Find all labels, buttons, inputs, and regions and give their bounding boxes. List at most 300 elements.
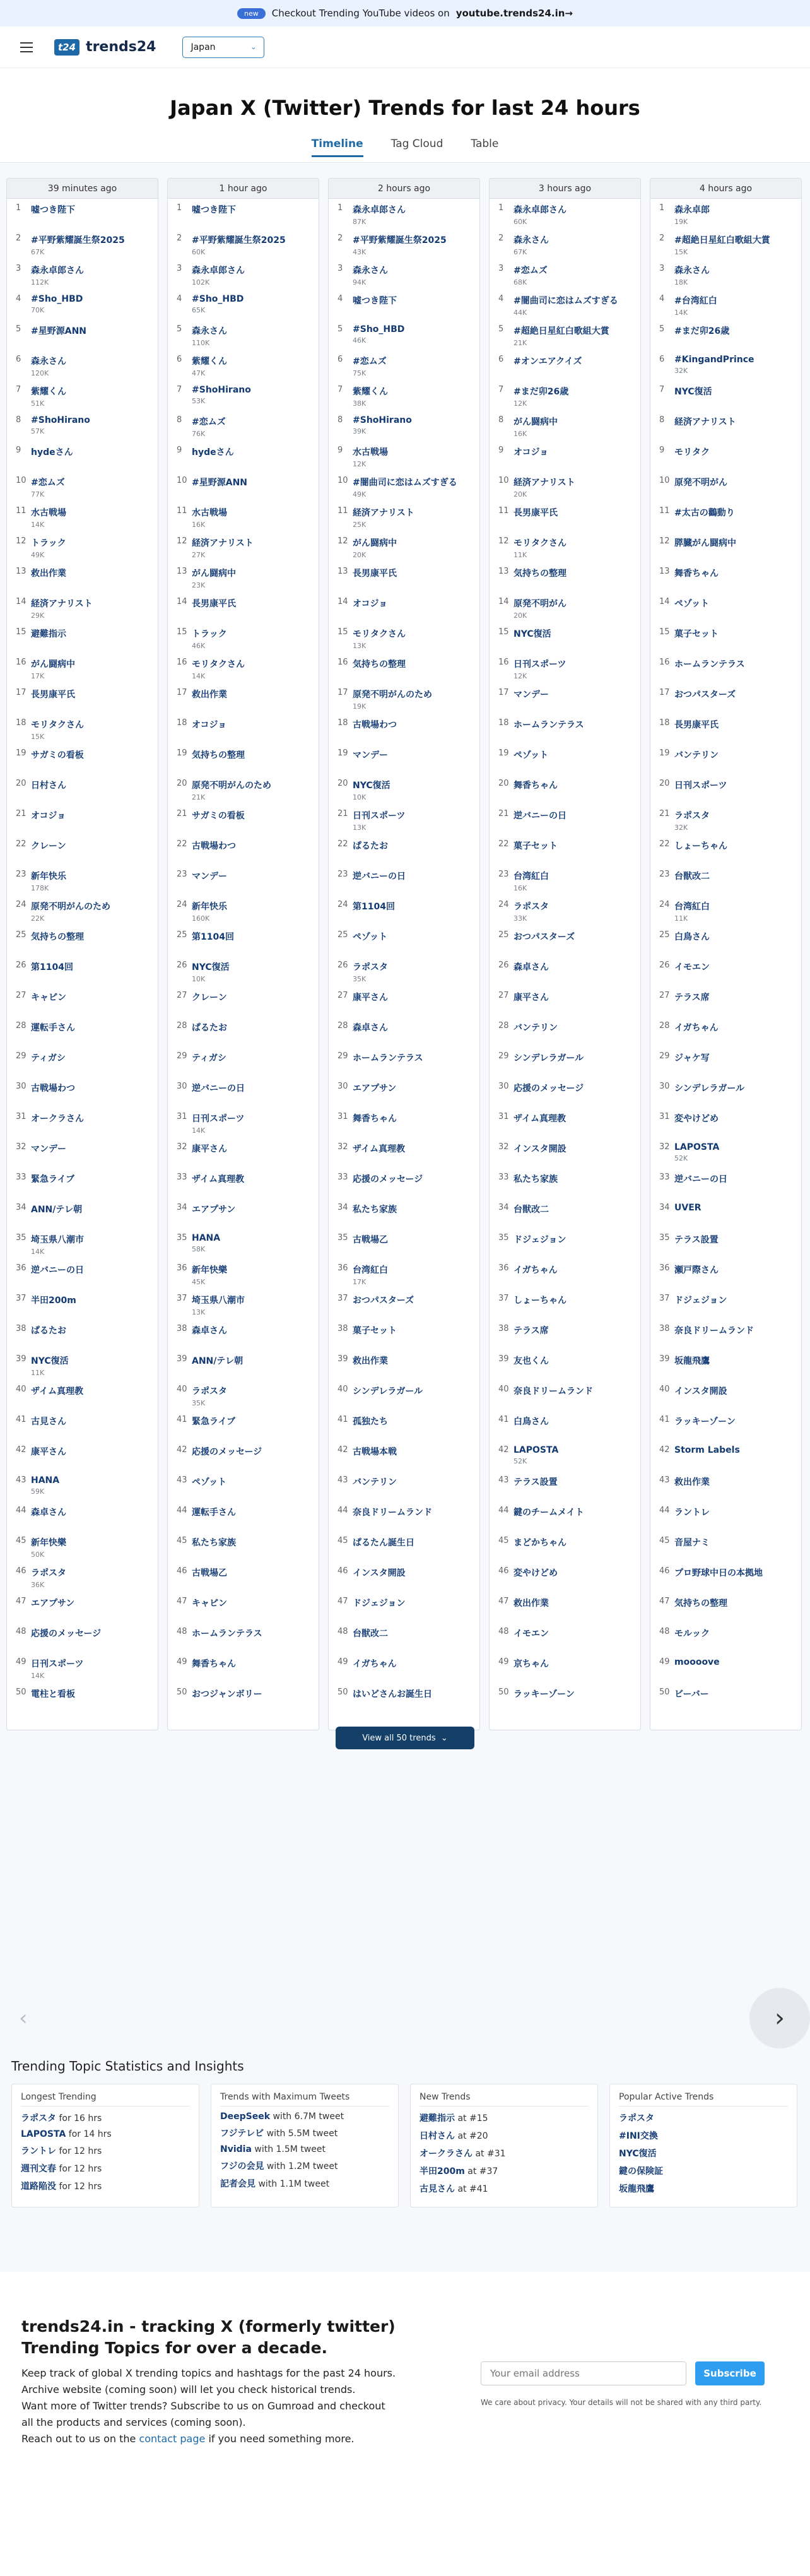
- trend-item[interactable]: [7, 1320, 158, 1350]
- trend-item[interactable]: [329, 471, 479, 502]
- trend-item[interactable]: [329, 199, 479, 229]
- trend-item[interactable]: [329, 1138, 479, 1168]
- trend-link[interactable]: 嘘つき陛下: [192, 205, 236, 215]
- trend-link[interactable]: 経済アナリスト: [674, 417, 736, 427]
- trend-item[interactable]: [650, 290, 801, 320]
- trend-item[interactable]: [7, 1501, 158, 1532]
- trend-item[interactable]: [490, 774, 640, 805]
- trend-link[interactable]: hydeさん: [31, 447, 73, 458]
- trend-link[interactable]: テラス設置: [674, 1235, 719, 1245]
- trend-item[interactable]: [7, 805, 158, 835]
- trend-link[interactable]: 電柱と看板: [31, 1689, 75, 1699]
- trend-link[interactable]: クレーン: [192, 993, 227, 1003]
- trend-link[interactable]: 古戦場わつ: [31, 1084, 75, 1094]
- trend-link[interactable]: 音屋ナミ: [674, 1538, 710, 1548]
- tab-tag-cloud[interactable]: Tag Cloud: [390, 138, 443, 150]
- trend-link[interactable]: 水古戦場: [353, 447, 388, 458]
- trend-item[interactable]: [168, 653, 319, 683]
- trend-item[interactable]: [168, 1198, 319, 1229]
- trend-link[interactable]: ティガシ: [192, 1053, 226, 1063]
- trend-item[interactable]: [650, 1562, 801, 1592]
- stats-trend-link[interactable]: 週刊文春: [21, 2164, 56, 2174]
- logo-text[interactable]: trends24: [86, 39, 156, 55]
- trend-item[interactable]: [168, 1532, 319, 1562]
- trend-item[interactable]: [7, 1380, 158, 1410]
- trend-link[interactable]: モリタク: [674, 447, 710, 458]
- trend-link[interactable]: #超絶日星紅白歌組大賞: [514, 326, 609, 336]
- trend-item[interactable]: [7, 471, 158, 502]
- trend-item[interactable]: [168, 926, 319, 956]
- trend-item[interactable]: [168, 1229, 319, 1259]
- trend-item[interactable]: [7, 532, 158, 562]
- trend-link[interactable]: 白鳥さん: [674, 932, 710, 942]
- trend-link[interactable]: 水古戦場: [192, 508, 227, 518]
- trend-item[interactable]: [329, 623, 479, 653]
- trend-link[interactable]: 埼玉県八潮市: [31, 1235, 84, 1245]
- trend-link[interactable]: ザイム真理教: [353, 1144, 406, 1154]
- banner-link[interactable]: youtube.trends24.in→: [455, 8, 573, 19]
- trend-item[interactable]: [490, 805, 640, 835]
- trend-item[interactable]: [168, 441, 319, 471]
- trend-item[interactable]: [168, 562, 319, 593]
- trend-item[interactable]: [7, 1138, 158, 1168]
- trend-item[interactable]: [329, 593, 479, 623]
- trend-link[interactable]: 原発不明がんのため: [192, 781, 271, 791]
- stats-trend-link[interactable]: オークラさん: [420, 2149, 472, 2159]
- trend-link[interactable]: 経済アナリスト: [353, 508, 414, 518]
- trend-link[interactable]: HANA: [192, 1233, 221, 1243]
- trend-item[interactable]: [329, 714, 479, 744]
- trend-item[interactable]: [7, 956, 158, 986]
- trend-link[interactable]: 新年快樂: [31, 1538, 66, 1548]
- menu-icon[interactable]: [20, 42, 33, 52]
- trend-link[interactable]: ペゾット: [674, 599, 710, 609]
- trend-item[interactable]: [168, 865, 319, 895]
- trend-link[interactable]: ジャケ写: [674, 1053, 710, 1063]
- trend-link[interactable]: プロ野球中日の本拠地: [674, 1568, 763, 1578]
- trend-item[interactable]: [168, 532, 319, 562]
- trend-link[interactable]: NYC復活: [353, 781, 390, 791]
- trend-link[interactable]: 森卓さん: [353, 1023, 388, 1033]
- trend-link[interactable]: インスタ開設: [514, 1144, 566, 1154]
- stats-trend-link[interactable]: 坂龍飛鷹: [619, 2184, 654, 2194]
- trend-item[interactable]: [490, 471, 640, 502]
- trend-link[interactable]: 康平さん: [353, 993, 388, 1003]
- trend-item[interactable]: [490, 895, 640, 926]
- trend-link[interactable]: #Sho_HBD: [353, 324, 405, 334]
- trend-item[interactable]: [7, 411, 158, 441]
- trend-link[interactable]: 古戦場乙: [353, 1235, 388, 1245]
- trend-item[interactable]: [329, 1289, 479, 1320]
- trend-item[interactable]: [168, 1108, 319, 1138]
- trend-link[interactable]: 嘘つき陛下: [31, 205, 75, 215]
- trend-link[interactable]: キャピン: [192, 1598, 227, 1609]
- trend-link[interactable]: 逆バニーの日: [192, 1084, 245, 1094]
- trend-link[interactable]: 埼玉県八潮市: [192, 1296, 245, 1306]
- trend-link[interactable]: ぱるたん誕生日: [353, 1538, 414, 1548]
- stats-trend-link[interactable]: LAPOSTA: [21, 2129, 66, 2139]
- trend-link[interactable]: ぱるたお: [31, 1326, 66, 1336]
- trend-link[interactable]: ペゾット: [514, 750, 549, 760]
- trend-item[interactable]: [650, 956, 801, 986]
- trend-link[interactable]: 日刊スポーツ: [31, 1659, 84, 1669]
- trend-item[interactable]: [7, 865, 158, 895]
- trend-link[interactable]: 逆バニーの日: [674, 1174, 727, 1185]
- email-input[interactable]: [481, 2361, 686, 2385]
- trend-link[interactable]: バンテリン: [674, 750, 719, 760]
- trend-link[interactable]: #まだ卯26歳: [674, 326, 730, 336]
- trend-item[interactable]: [650, 653, 801, 683]
- trend-item[interactable]: [7, 1047, 158, 1077]
- trend-item[interactable]: [650, 1017, 801, 1047]
- trend-item[interactable]: [168, 290, 319, 320]
- trend-item[interactable]: [168, 320, 319, 350]
- trend-link[interactable]: 経済アナリスト: [192, 538, 254, 548]
- trend-item[interactable]: [7, 199, 158, 229]
- trend-item[interactable]: [329, 532, 479, 562]
- trend-link[interactable]: 森卓さん: [192, 1326, 227, 1336]
- trend-link[interactable]: シンデレラガール: [353, 1386, 423, 1397]
- trend-item[interactable]: [329, 1532, 479, 1562]
- trend-link[interactable]: 奈良ドリームランド: [674, 1326, 754, 1336]
- trend-item[interactable]: [650, 1471, 801, 1501]
- trend-item[interactable]: [490, 1350, 640, 1380]
- trend-item[interactable]: [329, 683, 479, 714]
- trend-link[interactable]: 逆バニーの日: [31, 1265, 84, 1275]
- trend-item[interactable]: [490, 1198, 640, 1229]
- trend-link[interactable]: 古戦場わつ: [192, 841, 236, 851]
- trend-link[interactable]: サガミの看板: [31, 750, 84, 760]
- trend-link[interactable]: モルック: [674, 1629, 710, 1639]
- trend-item[interactable]: [168, 1683, 319, 1713]
- trend-link[interactable]: 原発不明がんのため: [353, 690, 432, 700]
- trend-item[interactable]: [490, 1320, 640, 1350]
- stats-trend-link[interactable]: ラポスタ: [619, 2113, 654, 2124]
- trend-item[interactable]: [490, 1471, 640, 1501]
- trend-link[interactable]: ドジェジョン: [514, 1235, 566, 1245]
- trend-item[interactable]: [168, 1259, 319, 1289]
- trend-link[interactable]: インスタ開設: [674, 1386, 727, 1397]
- trend-link[interactable]: ラポスタ: [353, 962, 388, 972]
- trend-link[interactable]: ホームランテラス: [514, 720, 584, 730]
- trend-link[interactable]: ザイム真理教: [514, 1114, 566, 1124]
- trend-item[interactable]: [650, 1198, 801, 1229]
- trend-link[interactable]: #闇曲司に恋はムズすぎる: [353, 478, 457, 488]
- trend-link[interactable]: #まだ卯26歳: [514, 387, 569, 397]
- trend-item[interactable]: [168, 1077, 319, 1108]
- trend-link[interactable]: 膵臓がん闘病中: [674, 538, 736, 548]
- trend-item[interactable]: [168, 956, 319, 986]
- trend-item[interactable]: [329, 774, 479, 805]
- stats-trend-link[interactable]: ラポスタ: [21, 2113, 56, 2124]
- trend-link[interactable]: #星野源ANN: [192, 478, 247, 488]
- trend-item[interactable]: [7, 895, 158, 926]
- trend-item[interactable]: [650, 350, 801, 381]
- trend-link[interactable]: LAPOSTA: [514, 1445, 559, 1455]
- trend-link[interactable]: 紫耀くん: [31, 387, 66, 397]
- trend-item[interactable]: [329, 744, 479, 774]
- trend-link[interactable]: テラス設置: [514, 1477, 558, 1487]
- trend-item[interactable]: [329, 1108, 479, 1138]
- trend-item[interactable]: [490, 835, 640, 865]
- trend-item[interactable]: [7, 562, 158, 593]
- trend-link[interactable]: 運転手さん: [192, 1508, 236, 1518]
- trend-link[interactable]: 瀬戸際さん: [674, 1265, 719, 1275]
- trend-link[interactable]: 森永卓郎さん: [514, 205, 566, 215]
- trend-item[interactable]: [329, 1047, 479, 1077]
- trend-link[interactable]: クレーン: [31, 841, 66, 851]
- trend-item[interactable]: [329, 229, 479, 259]
- trend-link[interactable]: バンテリン: [353, 1477, 397, 1487]
- trend-link[interactable]: 日村さん: [31, 781, 66, 791]
- trend-link[interactable]: 第1104回: [353, 902, 395, 912]
- trend-item[interactable]: [490, 1168, 640, 1198]
- trend-link[interactable]: #オンエアクイズ: [514, 357, 582, 367]
- trend-item[interactable]: [329, 1622, 479, 1653]
- trend-item[interactable]: [490, 320, 640, 350]
- trend-link[interactable]: #KingandPrince: [674, 355, 754, 365]
- trend-item[interactable]: [7, 1592, 158, 1622]
- trend-link[interactable]: 森永さん: [674, 266, 710, 276]
- trend-item[interactable]: [650, 1653, 801, 1683]
- trend-item[interactable]: [650, 381, 801, 411]
- trend-link[interactable]: 私たち家族: [353, 1205, 397, 1215]
- trend-item[interactable]: [168, 1653, 319, 1683]
- stats-trend-link[interactable]: フジの会見: [220, 2161, 264, 2171]
- trend-link[interactable]: ペゾット: [353, 932, 388, 942]
- trend-link[interactable]: 新年快乐: [31, 871, 66, 882]
- trend-item[interactable]: [7, 1350, 158, 1380]
- trend-link[interactable]: #Sho_HBD: [192, 294, 244, 304]
- trend-item[interactable]: [7, 1259, 158, 1289]
- trend-item[interactable]: [490, 744, 640, 774]
- trend-item[interactable]: [490, 1683, 640, 1713]
- trend-item[interactable]: [168, 350, 319, 381]
- trend-link[interactable]: 経済アナリスト: [31, 599, 93, 609]
- trend-link[interactable]: 応援のメッセージ: [514, 1084, 584, 1094]
- trend-link[interactable]: ドジェジョン: [674, 1296, 727, 1306]
- trend-link[interactable]: インスタ開設: [353, 1568, 406, 1578]
- trend-link[interactable]: イガちゃん: [674, 1023, 719, 1033]
- trend-item[interactable]: [490, 683, 640, 714]
- trend-item[interactable]: [490, 1653, 640, 1683]
- trend-item[interactable]: [168, 774, 319, 805]
- trend-item[interactable]: [329, 835, 479, 865]
- trend-link[interactable]: 変やけどめ: [514, 1568, 558, 1578]
- trend-link[interactable]: がん闘病中: [353, 538, 397, 548]
- trend-item[interactable]: [7, 1289, 158, 1320]
- stats-trend-link[interactable]: 半田200m: [420, 2166, 465, 2177]
- trend-item[interactable]: [650, 593, 801, 623]
- trend-link[interactable]: 第1104回: [192, 932, 234, 942]
- trend-item[interactable]: [650, 1683, 801, 1713]
- trend-link[interactable]: おつパスターズ: [353, 1296, 414, 1306]
- trend-item[interactable]: [490, 1532, 640, 1562]
- trend-item[interactable]: [329, 1077, 479, 1108]
- trend-link[interactable]: #ShoHirano: [353, 415, 412, 425]
- contact-page-link[interactable]: contact page: [139, 2433, 206, 2445]
- trend-item[interactable]: [490, 623, 640, 653]
- trend-item[interactable]: [650, 532, 801, 562]
- trend-link[interactable]: エアプサン: [31, 1598, 75, 1609]
- trend-item[interactable]: [490, 926, 640, 956]
- trend-link[interactable]: 私たち家族: [514, 1174, 558, 1185]
- trend-item[interactable]: [490, 956, 640, 986]
- trend-item[interactable]: [490, 562, 640, 593]
- trend-item[interactable]: [329, 1653, 479, 1683]
- trend-link[interactable]: がん闘病中: [31, 659, 75, 670]
- trend-link[interactable]: 紫耀くん: [192, 357, 227, 367]
- trend-link[interactable]: 台湾紅白: [353, 1265, 388, 1275]
- trend-link[interactable]: ザイム真理教: [192, 1174, 245, 1185]
- tab-table[interactable]: Table: [471, 138, 499, 150]
- trend-link[interactable]: オコジョ: [31, 811, 66, 821]
- trend-item[interactable]: [7, 623, 158, 653]
- trend-item[interactable]: [7, 744, 158, 774]
- trend-link[interactable]: 日刊スポーツ: [353, 811, 406, 821]
- logo-icon[interactable]: t24: [54, 39, 79, 56]
- trend-item[interactable]: [329, 1562, 479, 1592]
- trend-item[interactable]: [329, 290, 479, 320]
- trend-link[interactable]: 変やけどめ: [674, 1114, 719, 1124]
- trend-link[interactable]: ラポスタ: [192, 1386, 227, 1397]
- trend-link[interactable]: 原発不明がん: [674, 478, 727, 488]
- trend-link[interactable]: 孤独たち: [353, 1417, 388, 1427]
- trend-link[interactable]: 逆バニーの日: [353, 871, 406, 882]
- trend-item[interactable]: [490, 986, 640, 1017]
- trend-link[interactable]: #平野紫耀誕生祭2025: [31, 235, 125, 245]
- trend-item[interactable]: [7, 774, 158, 805]
- trend-item[interactable]: [329, 350, 479, 381]
- trend-link[interactable]: オコジョ: [353, 599, 388, 609]
- trend-item[interactable]: [650, 1320, 801, 1350]
- trend-link[interactable]: おつパスターズ: [514, 932, 575, 942]
- trend-link[interactable]: #台湾紅白: [674, 296, 717, 306]
- trend-link[interactable]: #超絶日星紅白歌組大賞: [674, 235, 770, 245]
- stats-trend-link[interactable]: DeepSeek: [220, 2112, 271, 2122]
- trend-link[interactable]: #恋ムズ: [192, 417, 226, 427]
- trend-item[interactable]: [490, 1259, 640, 1289]
- trend-item[interactable]: [168, 1168, 319, 1198]
- trend-link[interactable]: #Sho_HBD: [31, 294, 83, 304]
- trend-link[interactable]: ザイム真理教: [31, 1386, 84, 1397]
- trend-link[interactable]: 原発不明がん: [514, 599, 566, 609]
- trend-item[interactable]: [650, 441, 801, 471]
- stats-trend-link[interactable]: フジテレビ: [220, 2129, 264, 2139]
- trend-item[interactable]: [650, 1441, 801, 1471]
- trend-link[interactable]: サガミの看板: [192, 811, 245, 821]
- trend-link[interactable]: 緊急ライブ: [192, 1417, 236, 1427]
- trend-item[interactable]: [7, 1441, 158, 1471]
- trend-link[interactable]: #恋ムズ: [31, 478, 65, 488]
- trend-link[interactable]: #平野紫耀誕生祭2025: [353, 235, 447, 245]
- trend-link[interactable]: 応援のメッセージ: [192, 1447, 262, 1457]
- trend-link[interactable]: ラッキーゾーン: [514, 1689, 575, 1699]
- trend-item[interactable]: [650, 805, 801, 835]
- trend-item[interactable]: [168, 411, 319, 441]
- trend-link[interactable]: しょーちゃん: [674, 841, 727, 851]
- trend-item[interactable]: [168, 1320, 319, 1350]
- trend-item[interactable]: [490, 502, 640, 532]
- trend-link[interactable]: 気持ちの整理: [31, 932, 84, 942]
- trend-link[interactable]: 森永卓郎: [674, 205, 710, 215]
- trend-link[interactable]: おつパスターズ: [674, 690, 736, 700]
- trend-link[interactable]: 菓子セット: [353, 1326, 397, 1336]
- trend-item[interactable]: [7, 593, 158, 623]
- trend-link[interactable]: 森永卓郎さん: [353, 205, 406, 215]
- trend-link[interactable]: ラポスタ: [674, 811, 710, 821]
- trend-link[interactable]: 森永さん: [192, 326, 227, 336]
- trend-link[interactable]: ANN/テレ朝: [192, 1356, 244, 1366]
- trend-item[interactable]: [7, 1198, 158, 1229]
- trend-link[interactable]: #星野源ANN: [31, 326, 86, 336]
- trend-item[interactable]: [650, 1380, 801, 1410]
- trend-link[interactable]: 長男康平氏: [192, 599, 236, 609]
- trend-link[interactable]: 日刊スポーツ: [192, 1114, 245, 1124]
- trend-link[interactable]: ホームランテラス: [674, 659, 745, 670]
- trend-link[interactable]: テラス席: [674, 993, 710, 1003]
- trend-item[interactable]: [7, 714, 158, 744]
- trend-item[interactable]: [329, 805, 479, 835]
- trend-link[interactable]: ペゾット: [192, 1477, 227, 1487]
- trend-link[interactable]: #平野紫耀誕生祭2025: [192, 235, 286, 245]
- trend-item[interactable]: [7, 229, 158, 259]
- trend-item[interactable]: [329, 1168, 479, 1198]
- trend-link[interactable]: 台獣改二: [674, 871, 710, 882]
- trend-link[interactable]: トラック: [31, 538, 66, 548]
- trend-link[interactable]: 長男康平氏: [31, 690, 75, 700]
- stats-trend-link[interactable]: 日村さん: [420, 2131, 455, 2141]
- trend-item[interactable]: [329, 653, 479, 683]
- trend-link[interactable]: 第1104回: [31, 962, 73, 972]
- trend-link[interactable]: 森永さん: [353, 266, 388, 276]
- trend-link[interactable]: シンデレラガール: [674, 1084, 745, 1094]
- trend-link[interactable]: 古戦場本戦: [353, 1447, 397, 1457]
- trend-link[interactable]: イモエン: [674, 962, 710, 972]
- trend-link[interactable]: 救出作業: [514, 1598, 549, 1609]
- trend-item[interactable]: [490, 199, 640, 229]
- trend-item[interactable]: [329, 259, 479, 290]
- trend-link[interactable]: モリタクさん: [192, 659, 245, 670]
- trend-link[interactable]: 舞香ちゃん: [353, 1114, 397, 1124]
- trend-link[interactable]: 古戦場乙: [192, 1568, 227, 1578]
- trend-item[interactable]: [650, 1229, 801, 1259]
- trend-link[interactable]: #恋ムズ: [514, 266, 548, 276]
- trend-item[interactable]: [650, 744, 801, 774]
- trend-item[interactable]: [168, 1410, 319, 1441]
- trend-link[interactable]: 奈良ドリームランド: [514, 1386, 593, 1397]
- trend-link[interactable]: マンデー: [353, 750, 388, 760]
- trend-item[interactable]: [329, 502, 479, 532]
- trend-item[interactable]: [7, 350, 158, 381]
- trend-item[interactable]: [650, 1410, 801, 1441]
- trend-link[interactable]: 舞香ちゃん: [674, 569, 719, 579]
- trend-link[interactable]: Storm Labels: [674, 1445, 740, 1455]
- trend-link[interactable]: イガちゃん: [353, 1659, 397, 1669]
- stats-trend-link[interactable]: ラントレ: [21, 2146, 56, 2156]
- trend-item[interactable]: [650, 1622, 801, 1653]
- trend-link[interactable]: moooove: [674, 1657, 720, 1667]
- trend-item[interactable]: [490, 1380, 640, 1410]
- trend-link[interactable]: 長男康平氏: [514, 508, 558, 518]
- trend-link[interactable]: 康平さん: [31, 1447, 66, 1457]
- trend-link[interactable]: NYC復活: [192, 962, 230, 972]
- trend-item[interactable]: [329, 956, 479, 986]
- trend-link[interactable]: シンデレラガール: [514, 1053, 584, 1063]
- trend-item[interactable]: [650, 471, 801, 502]
- trend-link[interactable]: エアプサン: [353, 1084, 397, 1094]
- trend-link[interactable]: はいどさんお誕生日: [353, 1689, 432, 1699]
